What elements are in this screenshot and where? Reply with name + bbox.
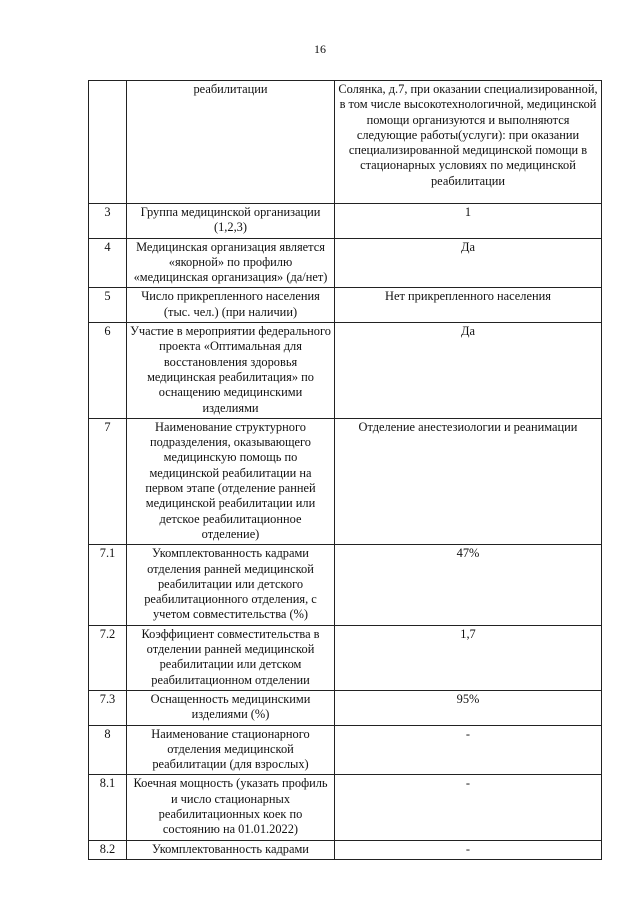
row-number: 7.2 [89, 625, 127, 690]
row-value: 47% [335, 545, 602, 625]
table-row [89, 840, 602, 859]
page-number: 16 [314, 42, 326, 56]
table-row [89, 418, 602, 544]
row-name: Укомплектованность кадрами [127, 840, 335, 859]
row-name: реабилитации [127, 81, 335, 204]
row-value: Нет прикрепленного населения [335, 288, 602, 323]
row-value: 1,7 [335, 625, 602, 690]
row-number: 4 [89, 238, 127, 288]
row-value: - [335, 775, 602, 840]
table-row [89, 775, 602, 840]
row-name: Участие в мероприятии федерального проекта «Оптимальная для восстановления здоровья медицинская реабилитация» по оснащению медицинскими изделиями [127, 323, 335, 419]
row-value: 95% [335, 690, 602, 725]
table-row [89, 81, 602, 204]
row-value: Солянка, д.7, при оказании специализированной, в том числе высокотехнологичной, медицинской помощи организуются и выполняются следующие работы(услуги): при оказании специализированной медицинской помощи в стационарных условиях по медицинской реабилитации [335, 81, 602, 204]
table-row [89, 323, 602, 419]
table-row [89, 625, 602, 690]
row-number: 7.1 [89, 545, 127, 625]
row-name: Группа медицинской организации (1,2,3) [127, 204, 335, 239]
table-row [89, 238, 602, 288]
row-name: Коечная мощность (указать профиль и число стационарных реабилитационных коек по состоянию на 01.01.2022) [127, 775, 335, 840]
row-number: 8.1 [89, 775, 127, 840]
row-value: Да [335, 238, 602, 288]
row-name: Наименование стационарного отделения медицинской реабилитации (для взрослых) [127, 725, 335, 775]
table-row [89, 545, 602, 625]
row-name: Наименование структурного подразделения, оказывающего медицинскую помощь по медицинской реабилитации на первом этапе (отделение ранней медицинской реабилитации или детское реабилитационное отделение) [127, 418, 335, 544]
row-value: Отделение анестезиологии и реанимации [335, 418, 602, 544]
row-number: 7.3 [89, 690, 127, 725]
row-number: 6 [89, 323, 127, 419]
row-name: Число прикрепленного населения (тыс. чел.) (при наличии) [127, 288, 335, 323]
row-value: Да [335, 323, 602, 419]
row-value: 1 [335, 204, 602, 239]
table-row [89, 204, 602, 239]
row-value: - [335, 840, 602, 859]
row-name: Коэффициент совместительства в отделении ранней медицинской реабилитации или детском реабилитационном отделении [127, 625, 335, 690]
row-name: Укомплектованность кадрами отделения ранней медицинской реабилитации или детского реабилитационного отделения, с учетом совместительства (%) [127, 545, 335, 625]
row-number: 3 [89, 204, 127, 239]
row-number [89, 81, 127, 204]
table-row [89, 725, 602, 775]
row-name: Оснащенность медицинскими изделиями (%) [127, 690, 335, 725]
row-number: 8 [89, 725, 127, 775]
row-number: 8.2 [89, 840, 127, 859]
row-name: Медицинская организация является «якорной» по профилю «медицинская организация» (да/нет) [127, 238, 335, 288]
row-number: 5 [89, 288, 127, 323]
table-row [89, 288, 602, 323]
info-table [88, 80, 602, 860]
row-value: - [335, 725, 602, 775]
row-number: 7 [89, 418, 127, 544]
table-row [89, 690, 602, 725]
